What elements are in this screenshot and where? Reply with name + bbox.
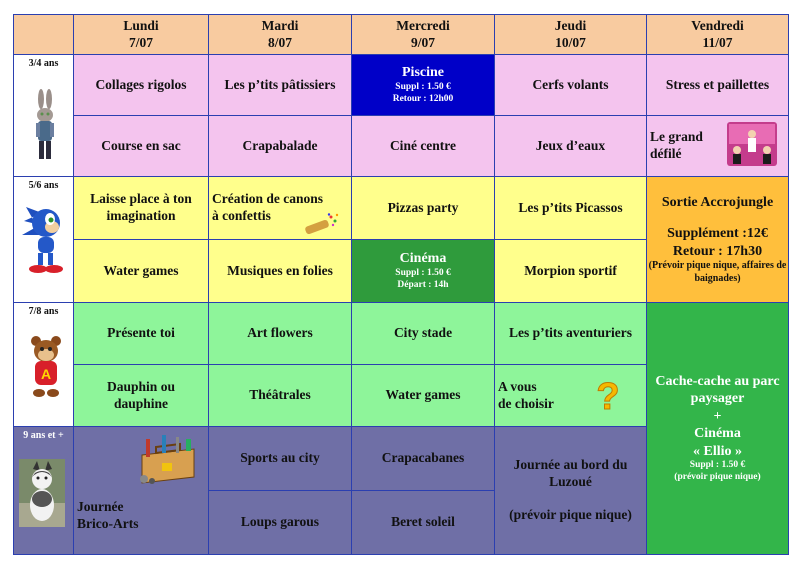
cell-canons-confettis: Création de canons à confettis <box>209 177 352 240</box>
cell-pizzas-party: Pizzas party <box>352 177 495 240</box>
hedgehog-character-icon <box>20 199 68 275</box>
age-group-7-8: 7/8 ans A <box>14 303 74 427</box>
cell-jeux-deaux: Jeux d’eaux <box>495 116 647 177</box>
age-group-3-4: 3/4 ans <box>14 55 74 177</box>
cell-grand-defile: Le grand défilé <box>647 116 789 177</box>
cell-water-games-78: Water games <box>352 365 495 427</box>
cell-cerfs-volants: Cerfs volants <box>495 55 647 116</box>
cell-dauphin-dauphine: Dauphin ou dauphine <box>74 365 209 427</box>
cell-loups-garous: Loups garous <box>209 491 352 555</box>
header-day-mardi: Mardi 8/07 <box>209 15 352 55</box>
cell-morpion-sportif: Morpion sportif <box>495 240 647 303</box>
cell-cinema-mercredi: Cinéma Suppl : 1.50 € Départ : 14h <box>352 240 495 303</box>
question-mark-icon <box>593 375 623 415</box>
cell-sports-au-city: Sports au city <box>209 427 352 491</box>
cell-a-vous-de-choisir: A vous de choisir ? <box>495 365 647 427</box>
cell-piscine: Piscine Suppl : 1.50 € Retour : 12h00 <box>352 55 495 116</box>
age-group-9-plus: 9 ans et + <box>14 427 74 555</box>
cell-crapabalade: Crapabalade <box>209 116 352 177</box>
header-day-lundi: Lundi 7/07 <box>74 15 209 55</box>
header-corner <box>14 15 74 55</box>
header-day-jeudi: Jeudi 10/07 <box>495 15 647 55</box>
cell-course-en-sac: Course en sac <box>74 116 209 177</box>
cell-stress-paillettes: Stress et paillettes <box>647 55 789 116</box>
cell-water-games-56: Water games <box>74 240 209 303</box>
cell-ptits-aventuriers: Les p’tits aventuriers <box>495 303 647 365</box>
cell-cine-centre: Ciné centre <box>352 116 495 177</box>
cell-city-stade: City stade <box>352 303 495 365</box>
header-day-vendredi: Vendredi 11/07 <box>647 15 789 55</box>
chipmunk-character-icon <box>28 333 64 403</box>
svg-text:?: ? <box>596 376 620 415</box>
cell-beret-soleil: Beret soleil <box>352 491 495 555</box>
svg-text:A: A <box>40 366 52 382</box>
cell-art-flowers: Art flowers <box>209 303 352 365</box>
cell-theatrales: Théâtrales <box>209 365 352 427</box>
cell-cache-cache-cinema: Cache-cache au parc paysager + Cinéma « Ellio » Suppl : 1.50 € (prévoir pique nique) <box>647 303 789 555</box>
cell-presente-toi: Présente toi <box>74 303 209 365</box>
cell-journee-brico-arts: Journée Brico-Arts <box>74 427 209 555</box>
cell-journee-luzoue: Journée au bord du Luzoué (prévoir pique nique) <box>495 427 647 555</box>
cell-laisse-place: Laisse place à ton imagination <box>74 177 209 240</box>
cell-collages-rigolos: Collages rigolos <box>74 55 209 116</box>
header-day-mercredi: Mercredi 9/07 <box>352 15 495 55</box>
toolbox-icon <box>136 433 200 485</box>
cell-crapacabanes: Crapacabanes <box>352 427 495 491</box>
cell-ptits-patissiers: Les p’tits pâtissiers <box>209 55 352 116</box>
husky-dog-icon <box>19 459 65 527</box>
cell-musiques-folies: Musiques en folies <box>209 240 352 303</box>
rabbit-character-icon <box>30 89 60 163</box>
weekly-schedule-table <box>13 14 789 555</box>
fashion-show-icon <box>727 122 777 166</box>
cell-sortie-accrojungle: Sortie Accrojungle Supplément :12€ Retour : 17h30 (Prévoir pique nique, affaires de baignades) <box>647 177 789 303</box>
age-group-5-6: 5/6 ans <box>14 177 74 303</box>
confetti-cannon-icon <box>299 213 339 235</box>
cell-ptits-picassos: Les p’tits Picassos <box>495 177 647 240</box>
